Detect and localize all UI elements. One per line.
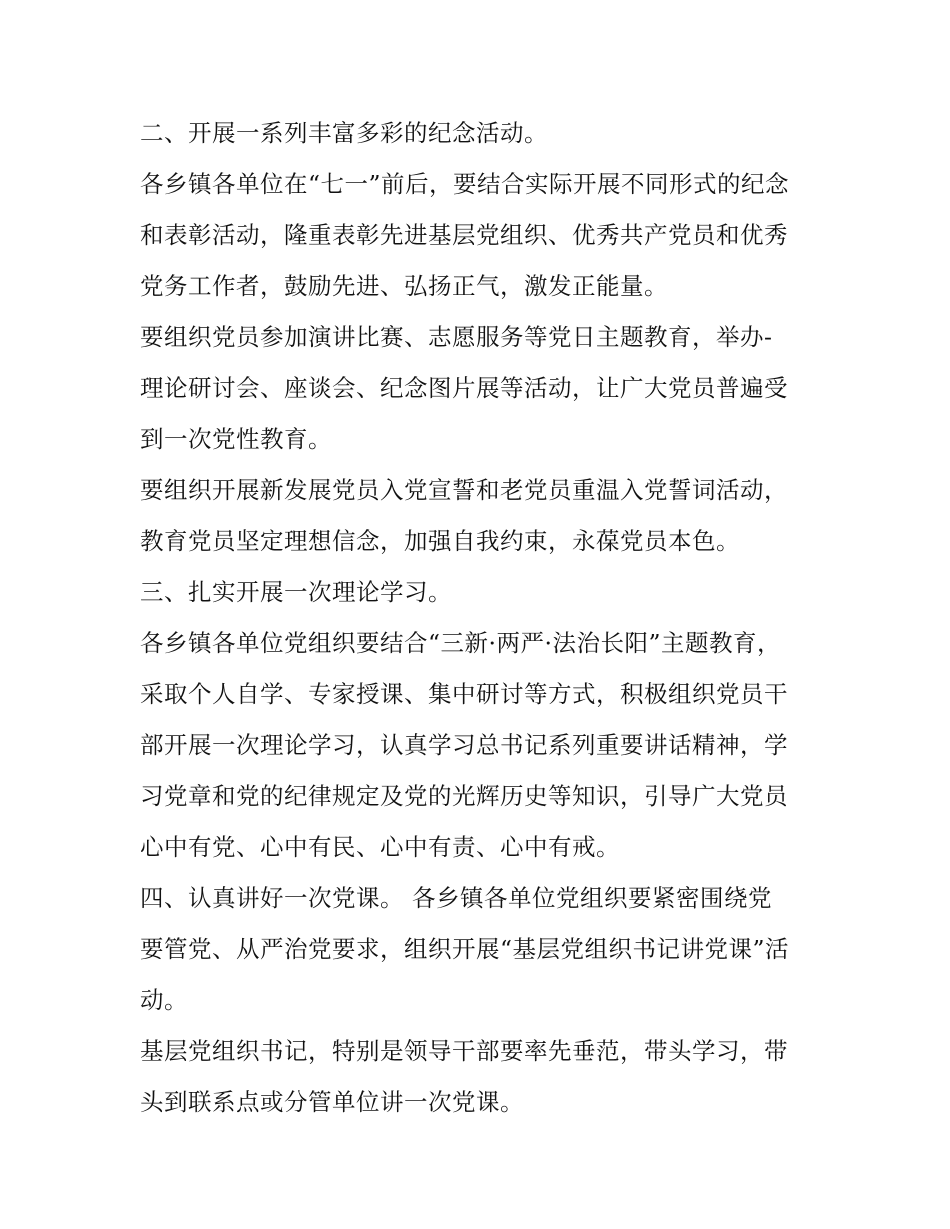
paragraph-line: 要组织党员参加演讲比赛、志愿服务等党日主题教育，举办- [140,323,773,351]
paragraph-line: 党务工作者，鼓励先进、弘扬正气，激发正能量。 [140,272,668,300]
paragraph-line: 要管党、从严治党要求，组织开展“基层党组织书记讲党课”活 [140,935,790,963]
paragraph-line: 教育党员坚定理想信念，加强自我约束，永葆党员本色。 [140,527,740,555]
section-heading-2: 二、开展一系列丰富多彩的纪念活动。 [140,119,548,147]
paragraph-line: 习党章和党的纪律规定及党的光辉历史等知识，引导广大党员 [140,782,788,810]
paragraph-line: 各乡镇各单位在“七一”前后，要结合实际开展不同形式的纪念 [140,170,790,198]
paragraph-line: 和表彰活动，隆重表彰先进基层党组织、优秀共产党员和优秀 [140,221,788,249]
paragraph-line: 各乡镇各单位党组织要结合“三新·两严·法治长阳”主题教育， [140,629,781,657]
paragraph-line: 头到联系点或分管单位讲一次党课。 [140,1088,524,1116]
document-body [140,108,820,1128]
paragraph-line: 心中有党、心中有民、心中有责、心中有戒。 [140,833,620,861]
paragraph-line: 动。 [140,986,188,1014]
paragraph-line: 基层党组织书记，特别是领导干部要率先垂范，带头学习，带 [140,1037,788,1065]
paragraph-line: 到一次党性教育。 [140,425,332,453]
section-heading-4: 四、认真讲好一次党课。 各乡镇各单位党组织要紧密围绕党 [140,884,772,912]
paragraph-line: 理论研讨会、座谈会、纪念图片展等活动，让广大党员普遍受 [140,374,788,402]
paragraph-line: 采取个人自学、专家授课、集中研讨等方式，积极组织党员干 [140,680,788,708]
section-heading-3: 三、扎实开展一次理论学习。 [140,578,452,606]
paragraph-line: 部开展一次理论学习，认真学习总书记系列重要讲话精神，学 [140,731,788,759]
paragraph-line: 要组织开展新发展党员入党宣誓和老党员重温入党誓词活动， [140,476,788,504]
